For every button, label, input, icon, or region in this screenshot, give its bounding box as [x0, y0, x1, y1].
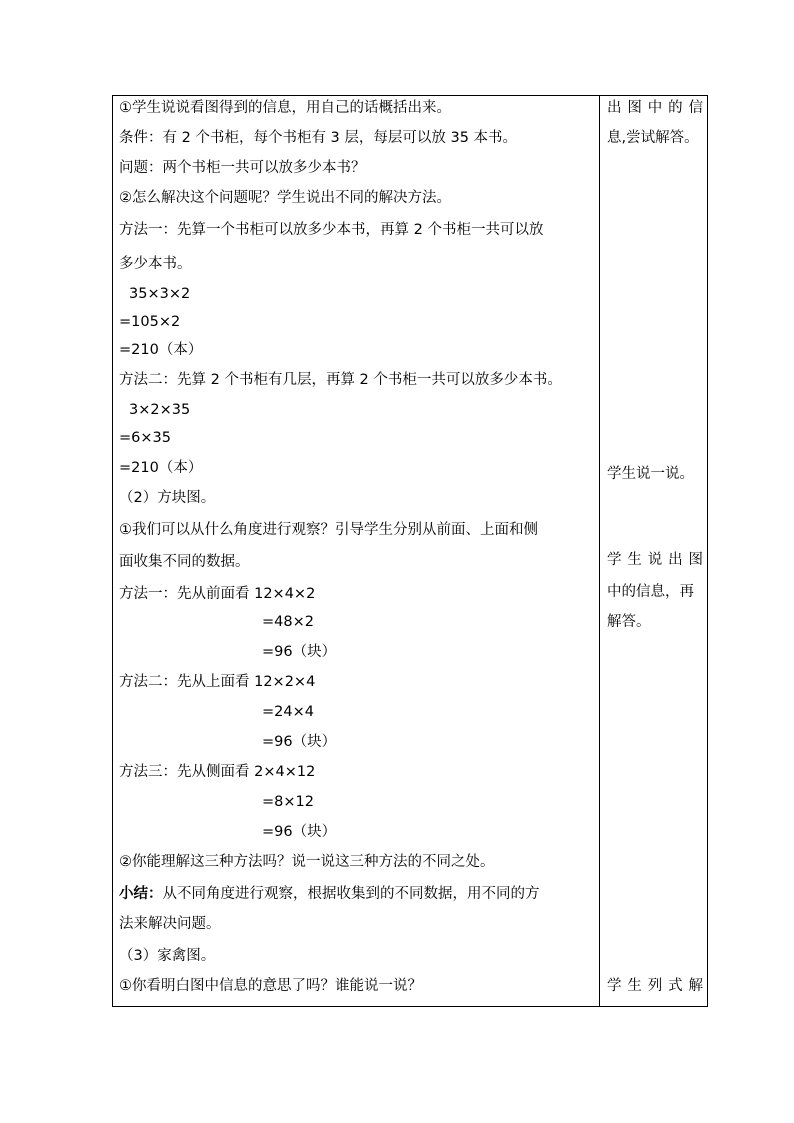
text-line: ①你看明白图中信息的意思了吗？谁能说一说？: [119, 978, 422, 994]
formula-line: =96（块）: [262, 824, 337, 840]
text-line: 问题：两个书柜一共可以放多少本书？: [119, 160, 366, 176]
formula-line: =6×35: [119, 430, 171, 446]
formula-line: =105×2: [119, 314, 181, 330]
text-line: 方法三：先从侧面看 2×4×12: [119, 764, 316, 780]
text-line: 方法二：先从上面看 12×2×4: [119, 674, 316, 690]
side-note-line: 学生列式解: [607, 978, 703, 994]
text-line: 条件：有 2 个书柜，每个书柜有 3 层，每层可以放 35 本书。: [119, 130, 518, 146]
text-line: 多少本书。: [119, 256, 192, 272]
formula-line: =96（块）: [262, 734, 337, 750]
text-line: ②你能理解这三种方法吗？说一说这三种方法的不同之处。: [119, 854, 495, 870]
formula-line: 3×2×35: [129, 402, 191, 418]
text-line: ②怎么解决这个问题呢？学生说出不同的解决方法。: [119, 190, 451, 206]
text-line: 法来解决问题。: [119, 916, 221, 932]
summary-line: [119, 884, 540, 904]
text-line: 方法二：先算 2 个书柜有几层，再算 2 个书柜一共可以放多少本书。: [119, 372, 562, 388]
formula-line: =210（本）: [119, 460, 203, 476]
side-note-line: 学生说出图: [607, 552, 703, 568]
text-line: ①学生说说看图得到的信息，用自己的话概括出来。: [119, 100, 451, 116]
formula-line: =210（本）: [119, 342, 203, 358]
formula-line: =8×12: [262, 794, 314, 810]
section-heading: （3）家禽图。: [119, 948, 216, 964]
formula-line: =96（块）: [262, 644, 337, 660]
text-line: 方法一：先算一个书柜可以放多少本书，再算 2 个书柜一共可以放: [119, 222, 544, 238]
column-divider: [599, 96, 600, 1006]
side-note-line: 中的信息，再: [607, 584, 694, 600]
summary-label: 小结：: [119, 886, 163, 902]
side-note-line: 解答。: [607, 614, 651, 630]
formula-line: 35×3×2: [129, 286, 191, 302]
side-note-line: 出图中的信: [607, 100, 703, 116]
side-note-line: 息,尝试解答。: [607, 130, 699, 146]
lesson-table: [112, 95, 708, 1007]
side-note-line: 学生说一说。: [607, 466, 694, 482]
formula-line: =24×4: [262, 704, 314, 720]
formula-line: =48×2: [262, 614, 314, 630]
text-line: ①我们可以从什么角度进行观察？引导学生分别从前面、上面和侧: [119, 522, 538, 538]
text-line: 面收集不同的数据。: [119, 554, 250, 570]
text-line: 方法一：先从前面看 12×4×2: [119, 586, 316, 602]
summary-text: 从不同角度进行观察，根据收集到的不同数据，用不同的方: [162, 886, 540, 902]
section-heading: （2）方块图。: [119, 490, 216, 506]
